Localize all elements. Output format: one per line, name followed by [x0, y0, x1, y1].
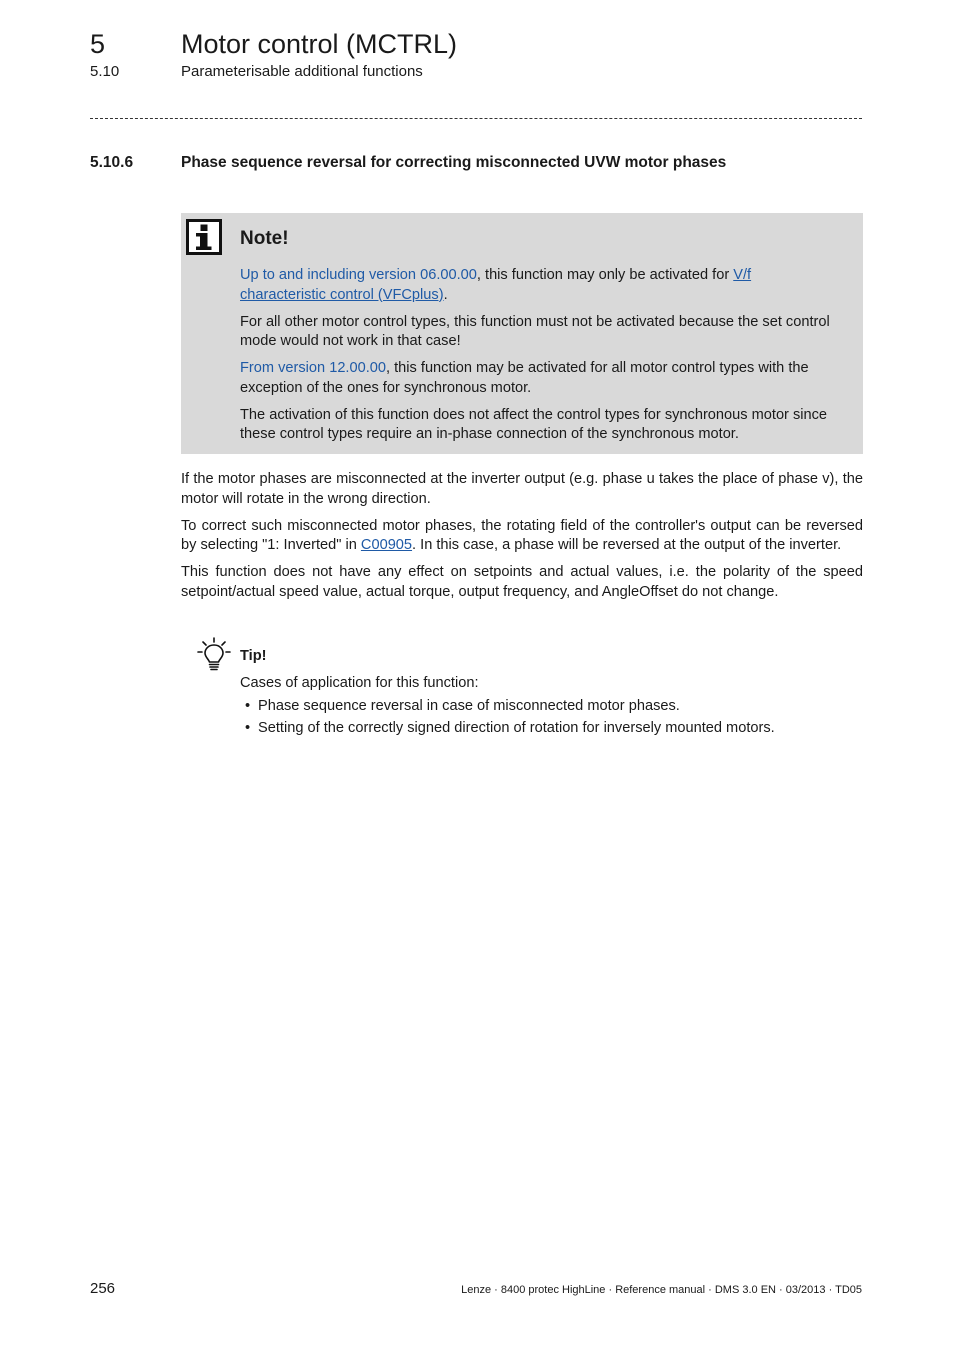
note-paragraph-3: [240, 359, 848, 398]
list-item-text: Setting of the correctly signed direction of rotation for inversely mounted motors.: [258, 720, 775, 736]
note-body: [240, 266, 848, 452]
body-paragraph-2: [181, 517, 863, 556]
section-title: Parameterisable additional functions: [181, 63, 423, 80]
subsection-number: 5.10.6: [90, 154, 134, 171]
body-text: [181, 470, 863, 610]
vfcplus-link-continued[interactable]: characteristic control (VFCplus): [240, 286, 444, 303]
footer-doc-info: Lenze · 8400 protec HighLine · Reference manual · DMS 3.0 EN · 03/2013 · TD05: [461, 1284, 862, 1296]
subsection-title: Phase sequence reversal for correcting misconnected UVW motor phases: [181, 154, 727, 171]
note-paragraph-4: The activation of this function does not affect the control types for synchronous motor since these control types require an in-phase connection of the synchronous motor.: [240, 406, 828, 442]
body-text-segment: . In this case, a phase will be reversed at the output of the inverter.: [412, 537, 842, 553]
bullet: •: [245, 720, 251, 736]
note-text: , this function may be activated for all motor control types with the exception of the ones for synchronous motor.: [240, 360, 809, 396]
lightbulb-icon: [196, 636, 232, 672]
body-paragraph-3: This function does not have any effect on setpoints and actual values, i.e. the polarity of the speed setpoint/actual speed value, actual torque, output frequency, and AngleOffset do not change.: [181, 564, 863, 600]
tip-heading: Tip!: [240, 648, 267, 664]
tip-intro: Cases of application for this function:: [240, 675, 479, 691]
vfcplus-link[interactable]: V/f: [733, 267, 752, 283]
note-box: [181, 213, 863, 454]
note-text-end: .: [443, 286, 448, 303]
tip-list: [240, 697, 775, 741]
header-divider: [90, 118, 862, 119]
note-paragraph-2: For all other motor control types, this function must not be activated because the set control mode would not work in that case!: [240, 313, 830, 349]
body-paragraph-1: If the motor phases are misconnected at the inverter output (e.g. phase u takes the place of phase v), the motor will rotate in the wrong direction.: [181, 471, 863, 507]
page-number: 256: [90, 1280, 116, 1297]
section-number: 5.10: [90, 63, 120, 80]
bullet: •: [245, 698, 251, 714]
note-text: , this function may only be activated for: [476, 267, 734, 283]
list-item: [240, 719, 775, 738]
version-ref-12: From version 12.00.00: [240, 360, 387, 376]
note-heading: Note!: [240, 228, 289, 249]
note-paragraph-1: [240, 266, 848, 305]
info-icon: [186, 219, 222, 255]
chapter-number: 5: [90, 29, 106, 59]
chapter-title: Motor control (MCTRL): [181, 29, 458, 59]
body-text-segment: To correct such misconnected motor phases, the rotating field of the controller's output can be reversed by selecting "1: Inverted" in: [181, 517, 863, 553]
c00905-link[interactable]: C00905: [360, 537, 413, 553]
list-item-text: Phase sequence reversal in case of misconnected motor phases.: [258, 698, 680, 714]
version-ref-06: Up to and including version 06.00.00: [240, 267, 477, 283]
list-item: [240, 697, 775, 716]
